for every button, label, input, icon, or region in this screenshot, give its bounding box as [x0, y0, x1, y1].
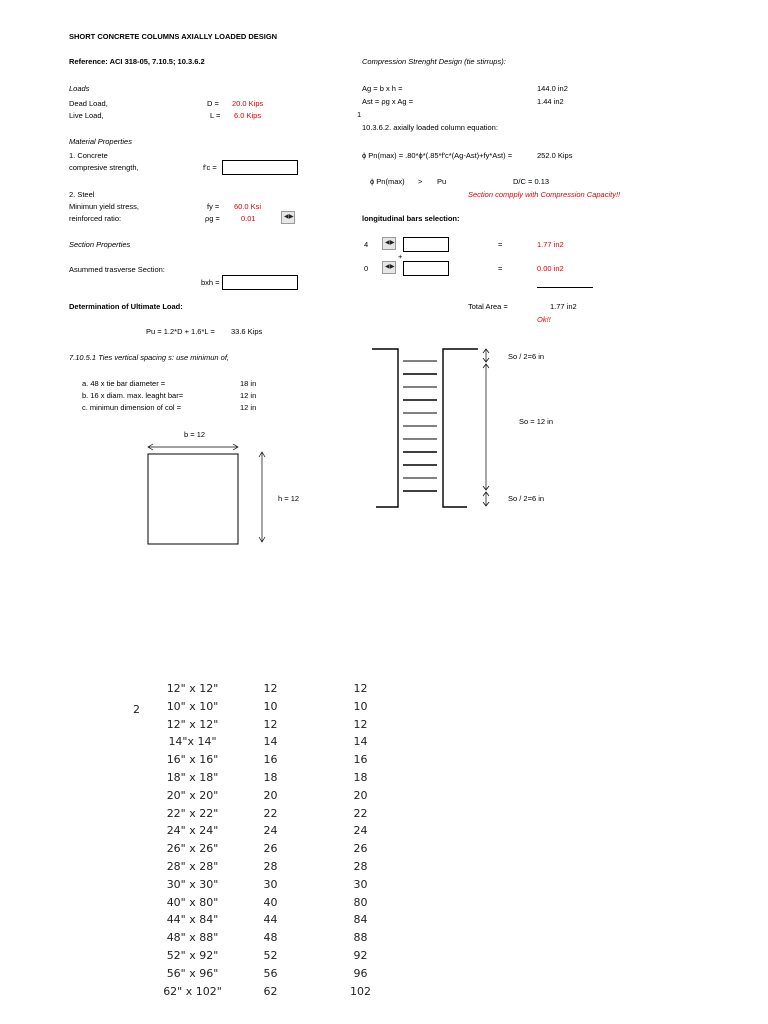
height-cell: 88 — [353, 931, 368, 945]
height-cell: 30 — [353, 877, 368, 891]
pg-symbol: ρg = — [205, 214, 220, 223]
row-index: 1 — [357, 110, 362, 119]
width-cell: 12 — [263, 682, 278, 695]
width-cell: 10 — [263, 699, 278, 713]
bars-heading: longitudinal bars selection: — [362, 214, 460, 223]
size-cell: 48" x 88" — [166, 931, 219, 945]
bar-row1-area: 1.77 in2 — [537, 240, 564, 249]
section-drawing — [140, 438, 320, 548]
bxh-symbol: bxh = — [201, 278, 220, 287]
steel-label: 2. Steel — [69, 190, 95, 199]
size-cell: 30" x 30" — [166, 877, 219, 891]
total-area-label: Total Area = — [468, 302, 508, 311]
tie-item-a-value: 18 in — [240, 379, 257, 388]
bar-row2-select[interactable] — [403, 261, 449, 276]
live-load-symbol: L = — [210, 111, 221, 120]
width-cell: 16 — [263, 753, 278, 767]
pg-spinner[interactable] — [281, 211, 295, 224]
width-cell: 56 — [263, 966, 278, 980]
arrow-left-icon: ◀ — [385, 240, 390, 246]
size-cell: 14"x 14" — [168, 735, 217, 749]
dead-load-label: Dead Load, — [69, 99, 108, 108]
size-cell: 28" x 28" — [166, 860, 219, 873]
arrow-right-icon: ▶ — [390, 240, 395, 246]
size-cell: 12" x 12" — [166, 682, 219, 695]
reference: Reference: ACI 318-05, 7.10.5; 10.3.6.2 — [69, 57, 205, 66]
tie-item-b-value: 12 in — [240, 391, 257, 400]
width-cell: 40 — [263, 895, 278, 909]
width-cell: 18 — [263, 771, 278, 784]
width-cell: 30 — [263, 877, 278, 891]
tie-item-c-value: 12 in — [240, 403, 257, 412]
width-cell: 12 — [263, 717, 278, 731]
height-cell: 10 — [353, 699, 368, 713]
width-cell: 22 — [263, 806, 278, 820]
width-cell: 20 — [263, 788, 278, 802]
bxh-input[interactable] — [222, 275, 298, 290]
phi-value: 252.0 Kips — [537, 151, 573, 160]
ast-equation: Ast = ρg x Ag = — [362, 97, 413, 106]
dead-load-symbol: D = — [207, 99, 219, 108]
bar-row1-number: 4 — [364, 240, 369, 249]
arrow-right-icon: ▶ — [390, 264, 395, 270]
fy-symbol: fy = — [207, 202, 220, 211]
ties-heading: 7.10.5.1 Ties vertical spacing s: use minimun of, — [69, 353, 230, 362]
height-cell: 24 — [353, 824, 368, 838]
height-cell: 80 — [353, 895, 368, 909]
bar-row1-spinner[interactable] — [382, 237, 396, 250]
arrow-right-icon: ▶ — [289, 214, 294, 220]
min-yield-label: Minimun yield stress, — [69, 202, 140, 211]
sum-divider — [537, 287, 593, 288]
ag-value: 144.0 in2 — [537, 84, 568, 93]
size-cell: 22" x 22" — [166, 806, 219, 820]
pg-value[interactable]: 0.01 — [241, 214, 256, 223]
width-cell: 24 — [263, 824, 278, 838]
dead-load-value[interactable]: 20.0 Kips — [232, 99, 264, 108]
ag-equation: Ag = b x h = — [362, 84, 403, 93]
height-cell: 12 — [353, 682, 368, 695]
ratio-label: reinforced ratio: — [69, 214, 122, 223]
loads-heading: Loads — [69, 84, 90, 93]
arrow-left-icon: ◀ — [385, 264, 390, 270]
phi-compare: ϕ Pn(max) — [370, 177, 405, 186]
height-cell: 92 — [353, 949, 368, 962]
ast-value: 1.44 in2 — [537, 97, 564, 106]
size-cell: 52" x 92" — [166, 949, 219, 962]
tie-item-c-label: c. minimun dimension of col = — [82, 403, 182, 412]
total-area-value: 1.77 in2 — [550, 302, 577, 311]
material-heading: Material Properties — [69, 137, 132, 146]
pu-compare: Pu — [437, 177, 447, 186]
size-cell: 12" x 12" — [166, 717, 219, 731]
size-cell: 20" x 20" — [166, 788, 219, 802]
height-cell: 16 — [353, 753, 368, 767]
width-cell: 44 — [263, 913, 278, 927]
fc-input[interactable] — [222, 160, 298, 175]
live-load-value[interactable]: 6.0 Kips — [234, 111, 262, 120]
spacing-mid-label: So = 12 in — [519, 417, 553, 426]
column-elevation-drawing — [366, 344, 506, 514]
size-cell: 26" x 26" — [166, 842, 219, 856]
table-index: 2 — [133, 703, 140, 716]
size-cell: 16" x 16" — [166, 753, 219, 767]
h-dimension-label: h = 12 — [278, 494, 300, 503]
b-dimension-label: b = 12 — [184, 430, 206, 439]
bar-row2-equals: = — [498, 264, 503, 273]
tie-item-b-label: b. 16 x diam. max. leaght bar= — [82, 391, 184, 400]
bar-row2-area: 0.00 in2 — [537, 264, 564, 273]
bar-row1-select[interactable] — [403, 237, 449, 252]
tie-item-a-label: a. 48 x tie bar diameter = — [82, 379, 166, 388]
arrow-left-icon: ◀ — [284, 214, 289, 220]
height-cell: 96 — [353, 966, 368, 980]
comp-strength-label: compresive strength, — [69, 163, 139, 172]
fc-symbol: f'c = — [203, 163, 217, 172]
plus-sign: + — [398, 252, 403, 261]
height-cell: 28 — [353, 860, 368, 873]
size-cell: 24" x 24" — [166, 824, 219, 838]
height-cell: 102 — [350, 984, 371, 998]
size-cell: 10" x 10" — [166, 699, 219, 713]
height-cell: 22 — [353, 806, 368, 820]
height-cell: 26 — [353, 842, 368, 856]
spacing-top-label: So / 2=6 in — [508, 352, 545, 361]
width-cell: 28 — [263, 860, 278, 873]
column-size-table — [133, 682, 393, 1022]
bar-row2-number: 0 — [364, 264, 369, 273]
assumed-section-label: Asummed trasverse Section: — [69, 265, 165, 274]
size-cell: 40" x 80" — [166, 895, 219, 909]
comply-message: Section compply with Compression Capacity!! — [468, 190, 621, 199]
height-cell: 12 — [353, 717, 368, 731]
width-cell: 62 — [263, 984, 278, 998]
concrete-label: 1. Concrete — [69, 151, 108, 160]
spacing-bottom-label: So / 2=6 in — [508, 494, 545, 503]
pu-equation: Pu = 1.2*D + 1.6*L = — [146, 327, 215, 336]
size-cell: 44" x 84" — [166, 913, 219, 927]
height-cell: 14 — [353, 735, 368, 749]
section-heading: Section Properties — [69, 240, 131, 249]
greater-than: > — [418, 177, 423, 186]
fy-value[interactable]: 60.0 Ksi — [234, 202, 262, 211]
width-cell: 14 — [263, 735, 278, 749]
phi-equation: ϕ Pn(max) = .80*ϕ*(.85*f'c*(Ag-Ast)+fy*Ast) = — [362, 151, 513, 160]
compression-heading: Compression Strenght Design (tie stirrups): — [362, 57, 506, 66]
page-title: SHORT CONCRETE COLUMNS AXIALLY LOADED DESIGN — [69, 32, 278, 41]
eq-heading: 10.3.6.2. axially loaded column equation: — [362, 123, 498, 132]
height-cell: 18 — [353, 771, 368, 784]
size-cell: 56" x 96" — [166, 966, 219, 980]
pu-value: 33.6 Kips — [231, 327, 263, 336]
bar-row2-spinner[interactable] — [382, 261, 396, 274]
ultimate-heading: Determination of Ultimate Load: — [69, 302, 183, 311]
height-cell: 84 — [353, 913, 368, 927]
height-cell: 20 — [353, 788, 368, 802]
width-cell: 26 — [263, 842, 278, 856]
live-load-label: Live Load, — [69, 111, 104, 120]
bar-row1-equals: = — [498, 240, 503, 249]
size-cell: 62" x 102" — [163, 984, 222, 998]
size-cell: 18" x 18" — [166, 771, 219, 784]
width-cell: 52 — [263, 949, 278, 962]
ok-message: Ok!! — [537, 315, 551, 324]
width-cell: 48 — [263, 931, 278, 945]
dc-ratio: D/C = 0.13 — [513, 177, 550, 186]
